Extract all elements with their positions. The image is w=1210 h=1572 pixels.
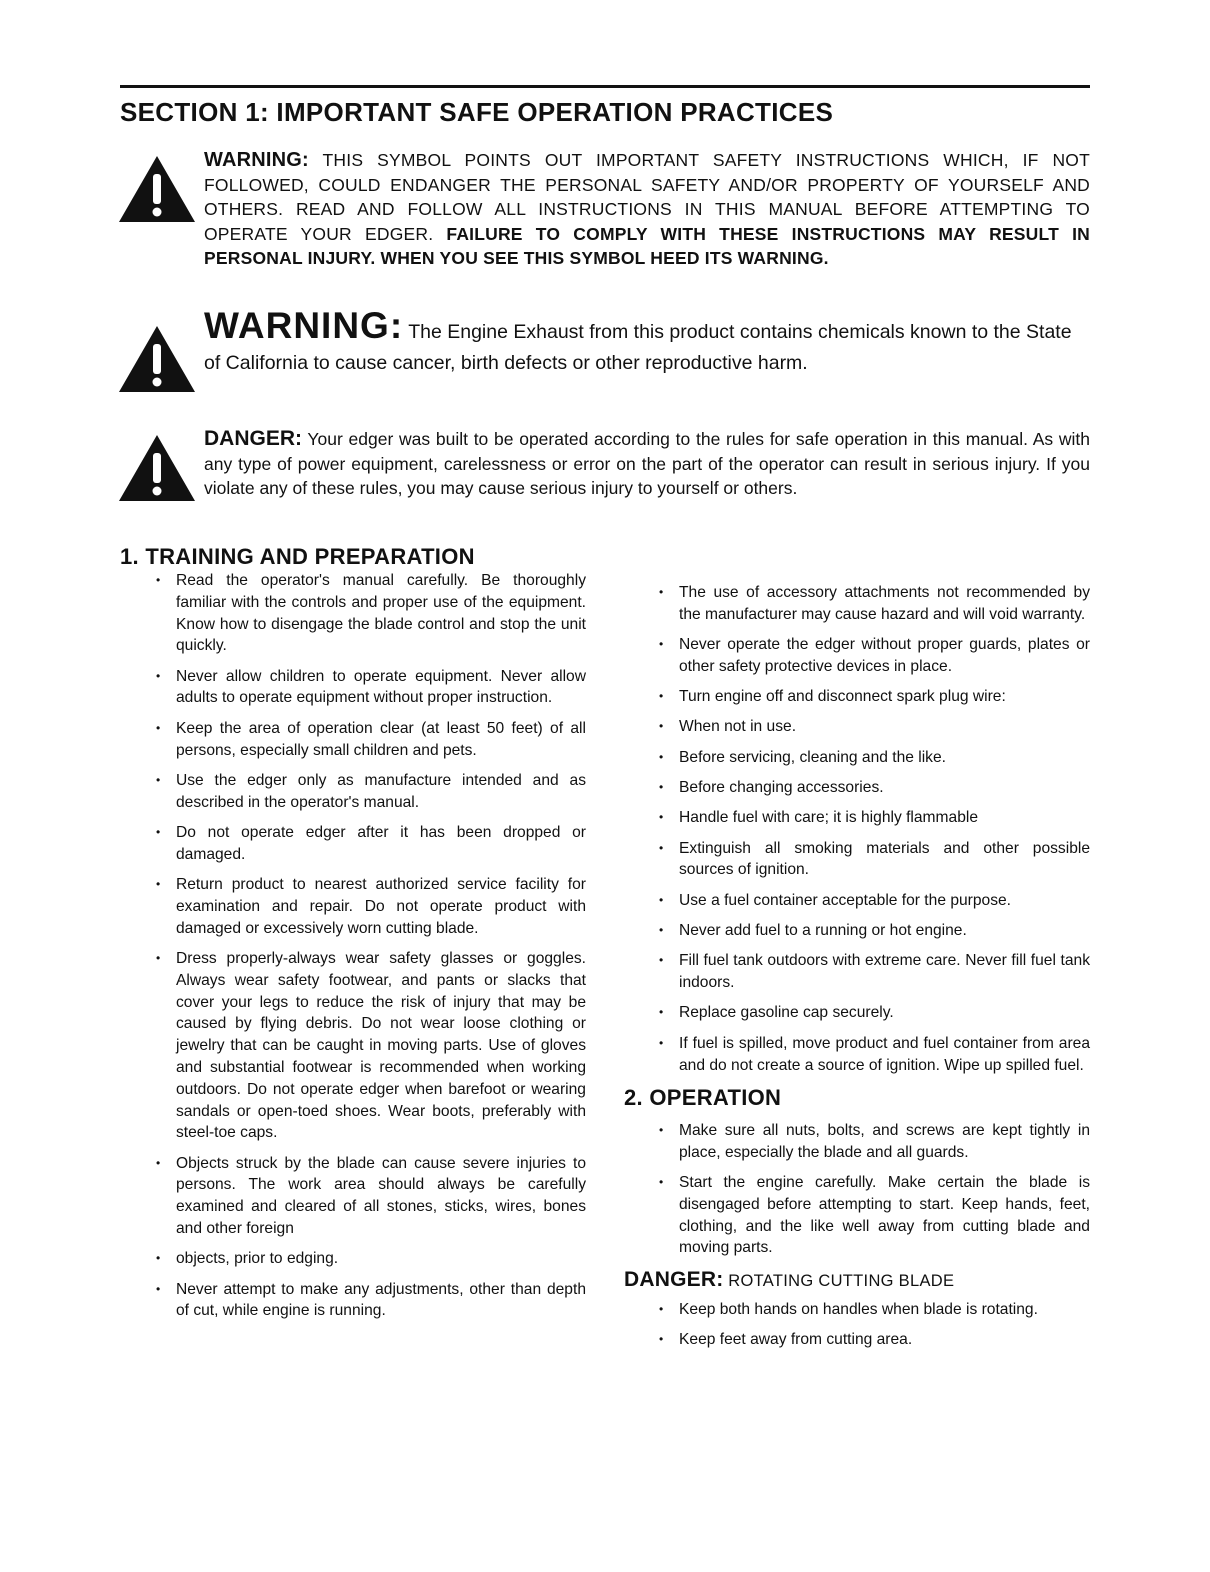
- list-item: • Start the engine carefully. Make certain the blade is disengaged before attempting to start. Keep hands, feet, clothing, and the like well away from cutting blade and moving parts.: [624, 1172, 1090, 1259]
- list-item: • Do not operate edger after it has been dropped or damaged.: [120, 822, 586, 866]
- right-column: [624, 582, 1090, 1359]
- list-item: • Never add fuel to a running or hot engine.: [624, 920, 1090, 942]
- danger-label: DANGER:: [204, 427, 302, 450]
- warning-label: WARNING:: [204, 149, 309, 171]
- list-item: • Never operate the edger without proper guards, plates or other safety protective devices in place.: [624, 634, 1090, 678]
- list-item: • Never allow children to operate equipment. Never allow adults to operate equipment without proper instruction.: [120, 666, 586, 710]
- left-column: [120, 544, 586, 1331]
- list-item: • Use a fuel container acceptable for the purpose.: [624, 890, 1090, 912]
- list-item: • Read the operator's manual carefully. Be thoroughly familiar with the controls and proper use of the equipment. Know how to disengage the blade control and stop the unit quickly.: [120, 570, 586, 657]
- warning-body: THIS SYMBOL POINTS OUT IMPORTANT SAFETY INSTRUCTIONS WHICH, IF NOT FOLLOWED, COULD ENDANGER THE PERSONAL SAFETY AND/OR PROPERTY OF YOURSELF AND OTHERS. READ AND FOLLOW ALL INSTRUCTIONS IN THIS MANUAL BEFORE ATTEMPTING TO OPERATE YOUR EDGER.: [204, 150, 1090, 244]
- danger-label: DANGER:: [624, 1267, 724, 1291]
- training-list: [120, 570, 586, 1322]
- list-item: • Keep feet away from cutting area.: [624, 1329, 1090, 1351]
- warning-triangle-icon: [118, 324, 196, 394]
- list-item: • Before servicing, cleaning and the like.: [624, 747, 1090, 769]
- list-item: • Make sure all nuts, bolts, and screws are kept tightly in place, especially the blade and all guards.: [624, 1120, 1090, 1164]
- list-item: • Dress properly-always wear safety glasses or goggles. Always wear safety footwear, and pants or slacks that cover your legs to reduce the risk of injury that may be caused by flying debris. Do not wear loose clothing or jewelry that can be caught in moving parts. Use of gloves and substantial footwear is recommended when working outdoors. Do not operate edger when barefoot or wearing sandals or open-toed shoes. Wear boots, preferably with steel-toe caps.: [120, 948, 586, 1144]
- list-item: • If fuel is spilled, move product and fuel container from area and do not create a source of ignition. Wipe up spilled fuel.: [624, 1033, 1090, 1077]
- list-item: • objects, prior to edging.: [120, 1248, 586, 1270]
- list-item: • Extinguish all smoking materials and other possible sources of ignition.: [624, 838, 1090, 882]
- list-item: • When not in use.: [624, 716, 1090, 738]
- danger-text: [204, 427, 1090, 501]
- list-item: • Objects struck by the blade can cause severe injuries to persons. The work area should always be carefully examined and cleared of all stones, sticks, wires, bones and other foreign: [120, 1153, 586, 1240]
- list-item: • The use of accessory attachments not recommended by the manufacturer may cause hazard and will void warranty.: [624, 582, 1090, 626]
- rotating-blade-danger: [624, 1268, 1090, 1292]
- danger-list: [624, 1299, 1090, 1351]
- list-item: • Use the edger only as manufacture intended and as described in the operator's manual.: [120, 770, 586, 814]
- warning-bold-body: FAILURE TO COMPLY WITH THESE INSTRUCTIONS MAY RESULT IN PERSONAL INJURY. WHEN YOU SEE THIS SYMBOL HEED ITS WARNING.: [204, 223, 1090, 268]
- warning-triangle-icon: [118, 154, 196, 224]
- list-item: • Replace gasoline cap securely.: [624, 1002, 1090, 1024]
- operation-heading: 2. OPERATION: [624, 1084, 782, 1110]
- header-rule: [120, 85, 1090, 88]
- training-heading: 1. TRAINING AND PREPARATION: [120, 544, 475, 569]
- warning-text: [204, 148, 1090, 271]
- warning-text: [204, 305, 1090, 379]
- list-item: • Handle fuel with care; it is highly flammable: [624, 807, 1090, 829]
- list-item: • Never attempt to make any adjustments, other than depth of cut, while engine is running.: [120, 1279, 586, 1323]
- list-item: • Return product to nearest authorized service facility for examination and repair. Do not operate product with damaged or excessively worn cutting blade.: [120, 874, 586, 939]
- list-item: • Before changing accessories.: [624, 777, 1090, 799]
- operation-list: [624, 1120, 1090, 1259]
- danger-body: Your edger was built to be operated according to the rules for safe operation in this manual. As with any type of power equipment, carelessness or error on the part of the operator can result in serious injury. If you violate any of these rules, you may cause serious injury to yourself or others.: [204, 429, 1090, 498]
- list-item: • Turn engine off and disconnect spark plug wire:: [624, 686, 1090, 708]
- section-title: SECTION 1: IMPORTANT SAFE OPERATION PRACTICES: [120, 97, 834, 127]
- warning-label: WARNING:: [204, 305, 404, 346]
- list-item: • Fill fuel tank outdoors with extreme care. Never fill fuel tank indoors.: [624, 950, 1090, 994]
- list-item: • Keep both hands on handles when blade is rotating.: [624, 1299, 1090, 1321]
- warning-body: The Engine Exhaust from this product contains chemicals known to the State of California to cause cancer, birth defects or other reproductive harm.: [204, 321, 1072, 374]
- danger-subtitle: ROTATING CUTTING BLADE: [723, 1271, 955, 1290]
- list-item: • Keep the area of operation clear (at least 50 feet) of all persons, especially small children and pets.: [120, 718, 586, 762]
- training-list-continued: [624, 582, 1090, 1076]
- warning-triangle-icon: [118, 433, 196, 503]
